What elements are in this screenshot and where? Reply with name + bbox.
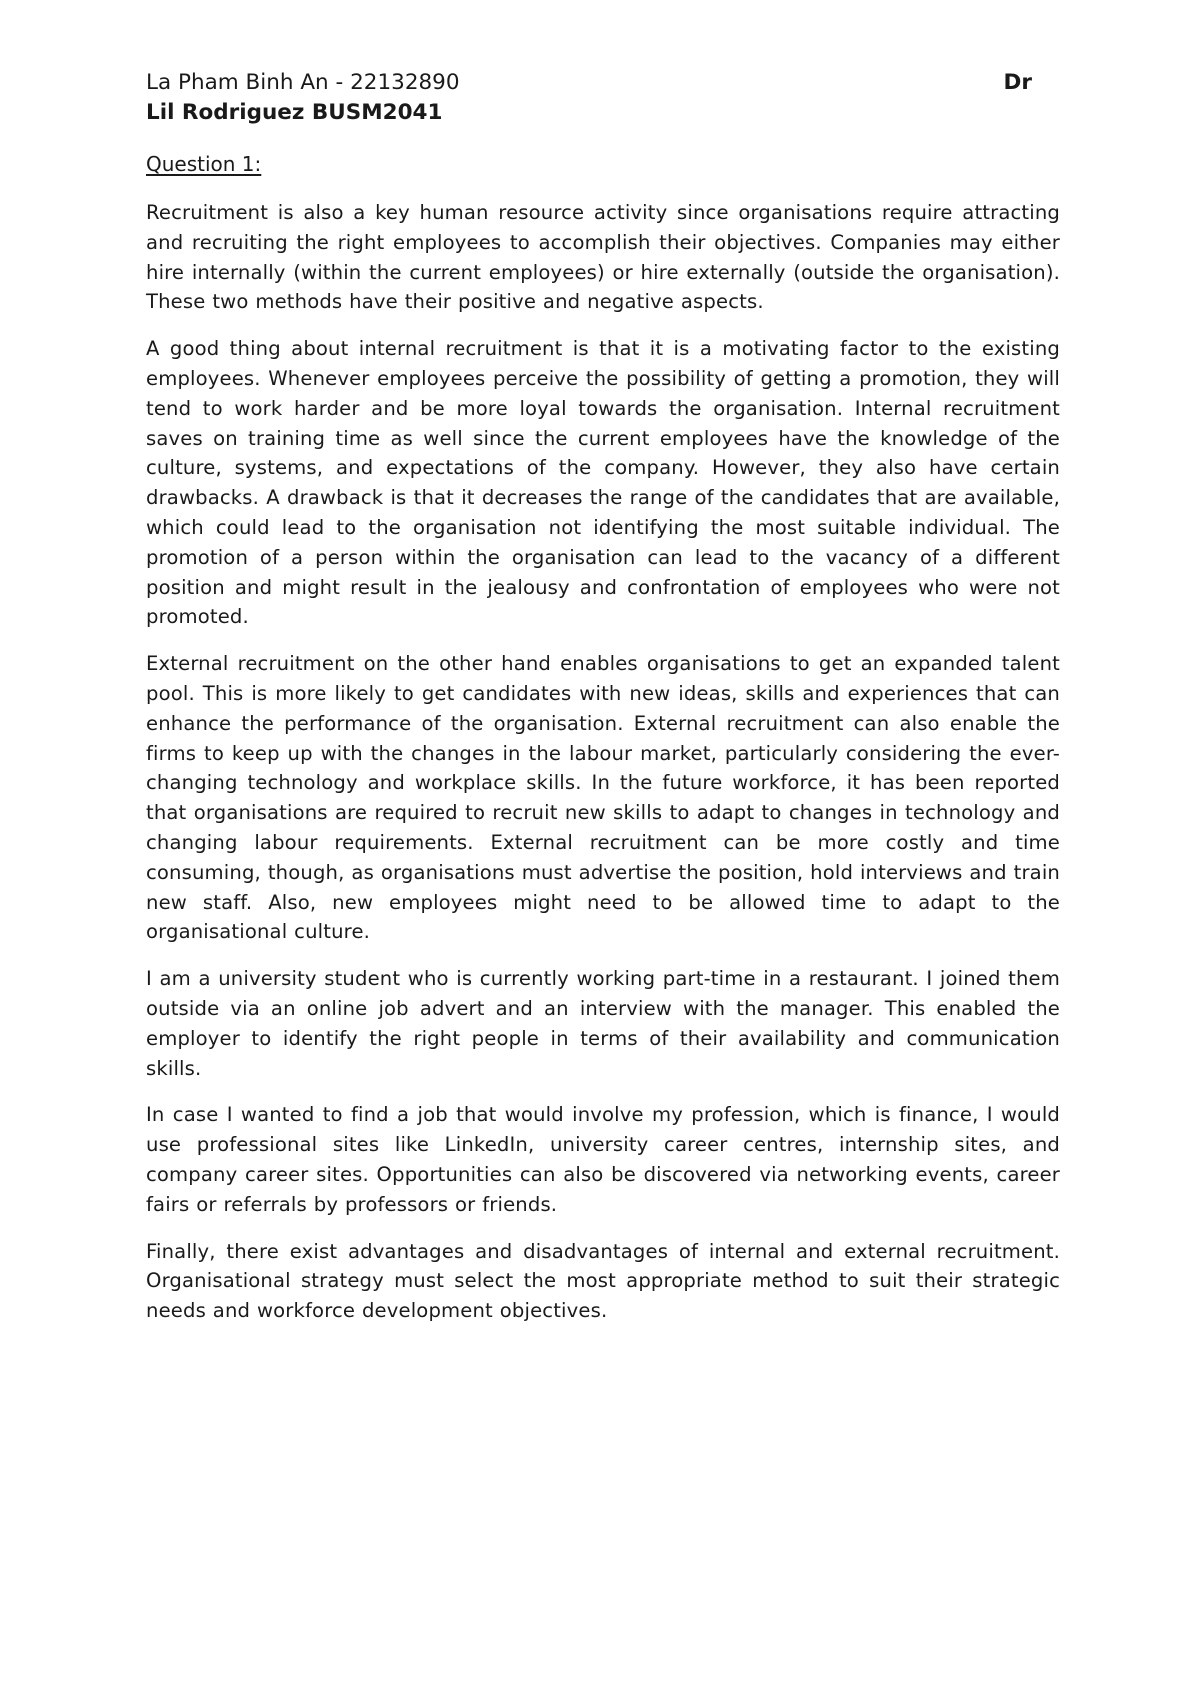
- body-text: [146, 198, 1060, 1326]
- instructor-title: Dr: [1003, 70, 1032, 95]
- question-heading: Question 1:: [146, 152, 262, 176]
- paragraph-internal-recruitment: A good thing about internal recruitment is that it is a motivating factor to the existing employees. Whenever employees perceive the possibility of getting a promotion, they will tend to work harder and be more loyal towards the organisation. Internal recruitment saves on training time as well since the current employees have the knowledge of the culture, systems, and expectations of the company. However, they also have certain drawbacks. A drawback is that it decreases the range of the candidates that are available, which could lead to the organisation not identifying the most suitable individual. The promotion of a person within the organisation can lead to the vacancy of a different position and might result in the jealousy and confrontation of employees who were not promoted.: [146, 337, 1060, 629]
- document-page: [146, 68, 1060, 1343]
- paragraph-external-recruitment: External recruitment on the other hand enables organisations to get an expanded talent pool. This is more likely to get candidates with new ideas, skills and experiences that can enhance the performance of the organisation. External recruitment can also enable the firms to keep up with the changes in the labour market, particularly considering the ever-changing technology and workplace skills. In the future workforce, it has been reported that organisations are required to recruit new skills to adapt to changes in technology and changing labour requirements. External recruitment can be more costly and time consuming, though, as organisations must advertise the position, hold interviews and train new staff. Also, new employees might need to be allowed time to adapt to the organisational culture.: [146, 652, 1060, 944]
- author-name-id: La Pham Binh An - 22132890: [146, 70, 460, 95]
- paragraph-conclusion: Finally, there exist advantages and disadvantages of internal and external recruitment. Organisational strategy must select the most appropriate method to suit their strategic needs and workforce development objectives.: [146, 1239, 1060, 1323]
- paragraph-intro: Recruitment is also a key human resource activity since organisations require attracting and recruiting the right employees to accomplish their objectives. Companies may either hire internally (within the current employees) or hire externally (outside the organisation). These two methods have their positive and negative aspects.: [146, 201, 1060, 314]
- paragraph-personal-experience: I am a university student who is currently working part-time in a restaurant. I joined them outside via an online job advert and an interview with the manager. This enabled the employer to identify the right people in terms of their availability and communication skills.: [146, 967, 1060, 1080]
- instructor-course-line: Lil Rodriguez BUSM2041: [146, 100, 443, 125]
- header-line-author: [146, 68, 1060, 98]
- paragraph-job-search: In case I wanted to find a job that would involve my profession, which is finance, I would use professional sites like LinkedIn, university career centres, internship sites, and company career sites. Opportunities can also be discovered via networking events, career fairs or referrals by professors or friends.: [146, 1103, 1060, 1216]
